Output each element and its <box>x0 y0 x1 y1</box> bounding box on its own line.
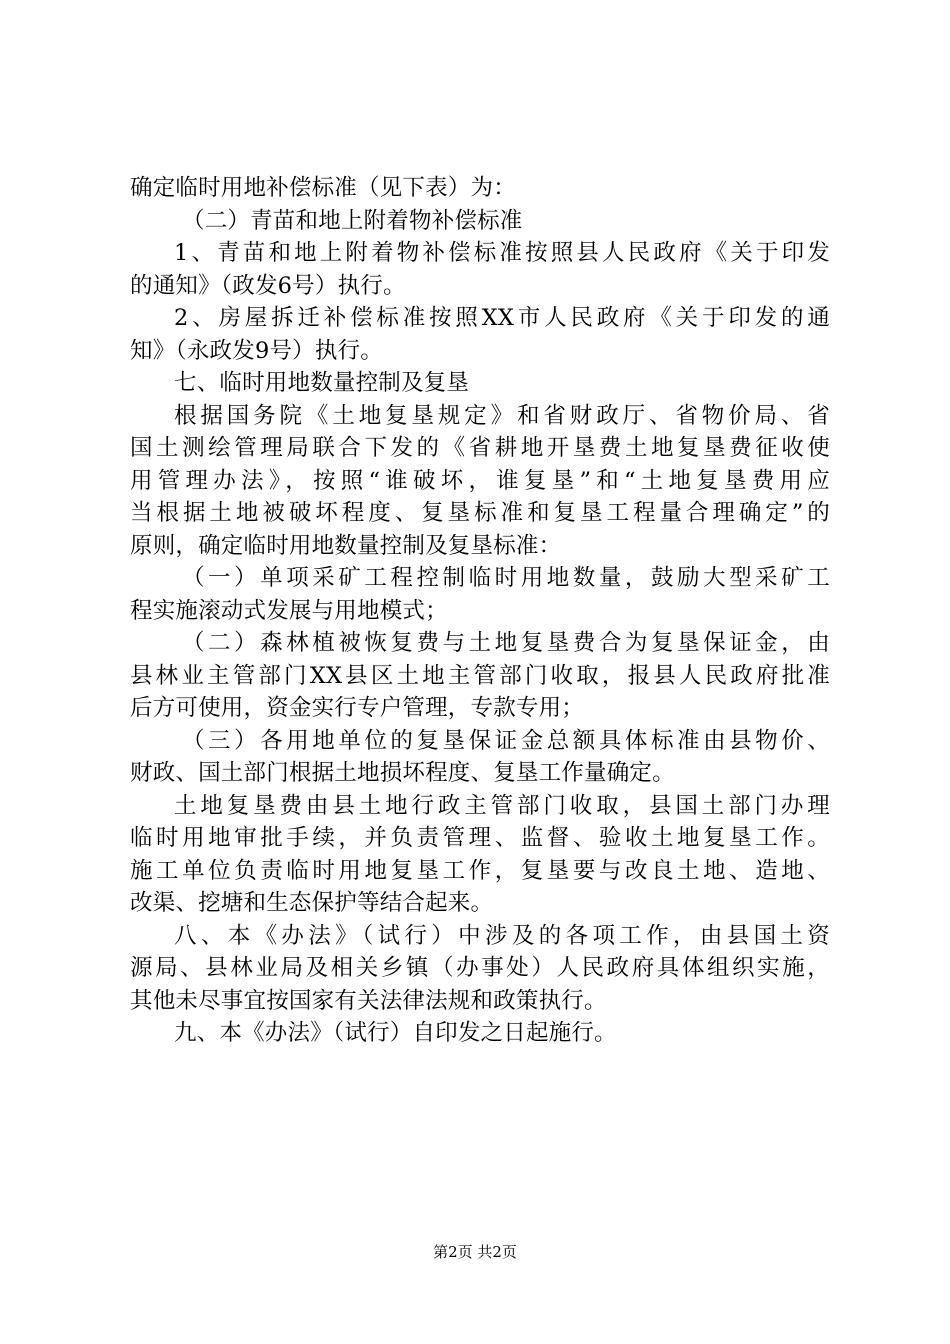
section-heading: （二）青苗和地上附着物补偿标准 <box>182 207 523 234</box>
text-line: （三）各用地单位的复垦保证金总额具体标准由县物价、 <box>182 727 830 754</box>
text-line: 九、本《办法》（试行）自印发之日起施行。 <box>174 1020 617 1046</box>
text-line: 改渠、挖塘和生态保护等结合起来。 <box>130 890 494 916</box>
text-line: 原则，确定临时用地数量控制及复垦标准： <box>130 532 562 559</box>
text-line: 当根据土地被破坏程度、复垦标准和复垦工程量合理确定”的 <box>130 500 830 526</box>
text-line: 其他未尽事宜按国家有关法律法规和政策执行。 <box>130 987 607 1014</box>
text-line: 国土测绘管理局联合下发的《省耕地开垦费土地复垦费征收使 <box>130 435 830 461</box>
text-line: 后方可使用，资金实行专户管理，专款专用； <box>130 695 585 721</box>
section-heading: 七、临时用地数量控制及复垦 <box>174 370 470 396</box>
text-line: 临时用地审批手续，并负责管理、监督、验收土地复垦工作。 <box>130 825 830 851</box>
text-line: 土地复垦费由县土地行政主管部门收取，县国土部门办理 <box>174 792 830 819</box>
text-line: 1、青苗和地上附着物补偿标准按照县人民政府《关于印发 <box>174 240 830 266</box>
text-line: 知》（永政发9号）执行。 <box>130 337 383 364</box>
text-line: 施工单位负责临时用地复垦工作，复垦要与改良土地、造地、 <box>130 857 830 884</box>
page-number-footer: 第2页 共2页 <box>433 1243 517 1261</box>
text-line: 的通知》（政发6号）执行。 <box>130 272 406 299</box>
text-line: 八、本《办法》（试行）中涉及的各项工作，由县国土资 <box>174 922 830 949</box>
text-line: 源局、县林业局及相关乡镇（办事处）人民政府具体组织实施， <box>130 955 830 981</box>
text-line: 程实施滚动式发展与用地模式； <box>130 597 448 624</box>
text-line: 县林业主管部门XX县区土地主管部门收取，报县人民政府批准 <box>130 662 830 689</box>
text-line: （一）单项采矿工程控制临时用地数量，鼓励大型采矿工 <box>182 565 830 591</box>
document-body <box>130 172 830 1050</box>
text-line: （二）森林植被恢复费与土地复垦费合为复垦保证金，由 <box>182 630 830 656</box>
text-line: 用管理办法》，按照“谁破坏，谁复垦”和“土地复垦费用应 <box>130 467 830 494</box>
text-line: 财政、国土部门根据土地损坏程度、复垦工作量确定。 <box>130 760 675 786</box>
text-line: 2、房屋拆迁补偿标准按照XX市人民政府《关于印发的通 <box>174 305 830 331</box>
text-line: 根据国务院《土地复垦规定》和省财政厅、省物价局、省 <box>174 402 830 429</box>
text-line: 确定临时用地补偿标准（见下表）为： <box>130 175 516 201</box>
